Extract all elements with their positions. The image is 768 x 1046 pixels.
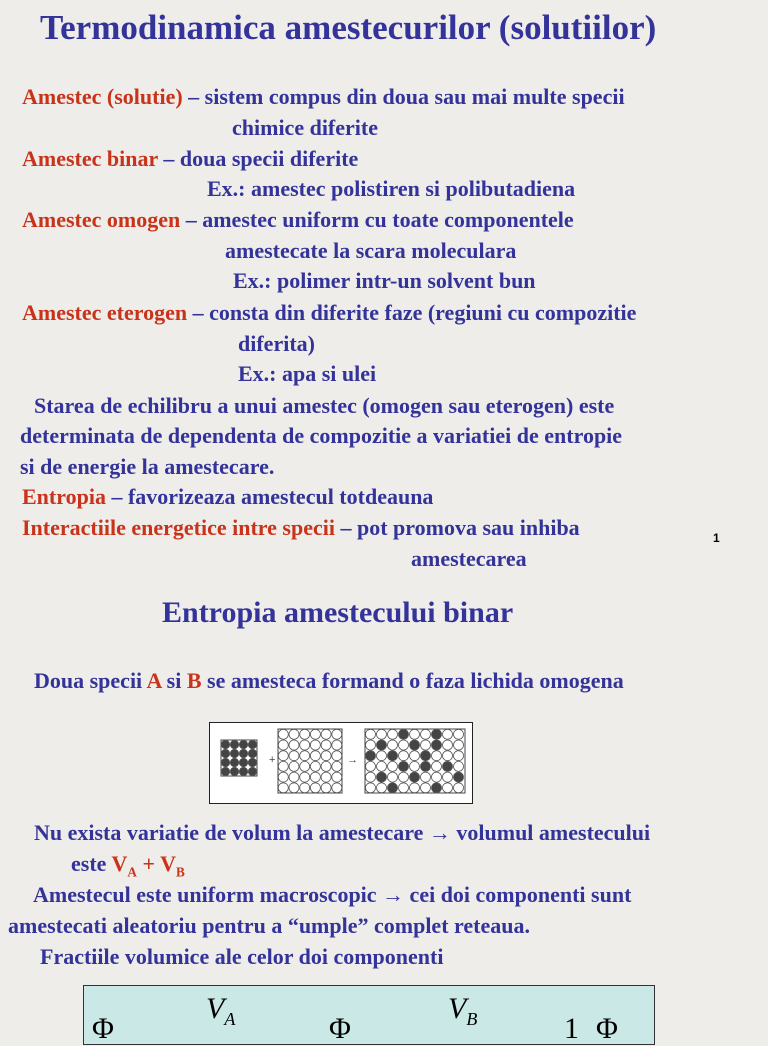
molecule-b xyxy=(332,761,342,771)
molecule-a xyxy=(399,761,409,771)
molecule-b xyxy=(399,751,409,761)
volume-line-2 xyxy=(71,851,185,880)
molecule-b xyxy=(432,761,442,771)
molecule-b xyxy=(366,729,376,739)
equilibrium-line-2: determinata de dependenta de compozitie a variatiei de entropie xyxy=(20,423,623,448)
formula-va: $V_A$ xyxy=(206,992,236,1029)
molecule-a xyxy=(388,751,398,761)
mixing-lattice-figure xyxy=(209,722,473,804)
volume-fraction-formula xyxy=(83,985,655,1045)
molecule-a xyxy=(377,740,387,750)
molecule-b xyxy=(388,729,398,739)
uniform-line-2: amestecati aleatoriu pentru a “umple” complet reteaua. xyxy=(8,913,530,938)
plus-sign: + xyxy=(269,754,276,766)
mixture-molecules xyxy=(366,729,464,793)
term-binary: Amestec binar xyxy=(22,146,158,171)
molecule-b xyxy=(310,783,320,793)
molecule-a xyxy=(230,740,238,748)
molecule-a xyxy=(377,772,387,782)
volume-plus: + xyxy=(136,851,161,876)
molecule-b xyxy=(377,761,387,771)
molecule-b xyxy=(366,740,376,750)
molecule-b xyxy=(454,751,464,761)
molecule-b xyxy=(443,740,453,750)
molecule-b xyxy=(289,783,299,793)
formula-phi-b: Φ xyxy=(329,1012,351,1045)
definition-mixture-text: – sistem compus din doua sau mai multe specii xyxy=(182,84,625,109)
molecule-b xyxy=(310,740,320,750)
molecule-a xyxy=(399,729,409,739)
vb-symbol: V xyxy=(160,851,176,876)
uniform-line-1: Amestecul este uniform macroscopic → cei doi componenti sunt xyxy=(33,882,632,907)
molecule-a xyxy=(432,740,442,750)
molecule-b xyxy=(366,783,376,793)
definition-homogeneous-cont: amestecate la scara moleculara xyxy=(225,238,517,263)
species-b: B xyxy=(186,668,202,693)
mix-line-mid: si xyxy=(161,668,187,693)
molecule-b xyxy=(421,783,431,793)
molecule-b xyxy=(289,729,299,739)
molecule-b xyxy=(321,751,331,761)
molecule-b xyxy=(332,783,342,793)
molecule-b xyxy=(300,761,310,771)
molecule-b xyxy=(421,772,431,782)
molecule-b xyxy=(454,740,464,750)
page-title: Termodinamica amestecurilor (solutiilor) xyxy=(40,8,657,47)
lattice-diagram xyxy=(210,723,471,802)
molecule-a xyxy=(230,749,238,757)
molecule-b xyxy=(421,740,431,750)
example-binary: Ex.: amestec polistiren si polibutadiena xyxy=(207,176,576,201)
vb-subscript: B xyxy=(175,864,185,880)
molecule-b xyxy=(432,751,442,761)
molecule-a xyxy=(248,758,256,766)
definition-heterogeneous-cont: diferita) xyxy=(238,331,315,356)
molecule-a xyxy=(239,758,247,766)
definition-homogeneous-text: – amestec uniform cu toate componentele xyxy=(180,207,574,232)
molecule-a xyxy=(248,767,256,775)
molecule-b xyxy=(321,729,331,739)
molecule-b xyxy=(332,751,342,761)
molecule-b xyxy=(321,772,331,782)
mix-line-post: se amesteca formand o faza lichida omogena xyxy=(201,668,624,693)
molecule-b xyxy=(399,772,409,782)
definition-homogeneous xyxy=(22,207,574,233)
molecule-b xyxy=(366,772,376,782)
molecule-b xyxy=(388,772,398,782)
page-number: 1 xyxy=(713,531,720,545)
interaction-line-text: – pot promova sau inhiba xyxy=(334,515,580,540)
formula-phi-a: Φ xyxy=(92,1012,114,1045)
section-title: Entropia amestecului binar xyxy=(162,596,514,629)
molecule-a xyxy=(239,740,247,748)
molecule-a xyxy=(221,749,229,757)
molecule-b xyxy=(332,772,342,782)
molecule-b xyxy=(300,740,310,750)
molecule-b xyxy=(300,729,310,739)
mix-line-pre: Doua specii xyxy=(34,668,147,693)
example-heterogeneous: Ex.: apa si ulei xyxy=(238,361,377,386)
definition-binary xyxy=(22,146,358,172)
term-heterogeneous: Amestec eterogen xyxy=(22,300,188,325)
definition-heterogeneous-text: – consta din diferite faze (regiuni cu compozitie xyxy=(187,300,637,325)
mix-line xyxy=(34,668,624,694)
volume-line-1: Nu exista variatie de volum la amestecare → volumul amestecului xyxy=(34,820,651,845)
molecule-a xyxy=(443,761,453,771)
molecule-b xyxy=(321,783,331,793)
molecule-b xyxy=(289,761,299,771)
molecule-b xyxy=(399,783,409,793)
molecule-a xyxy=(410,740,420,750)
molecule-a xyxy=(239,749,247,757)
volume-sum xyxy=(111,851,185,880)
molecule-b xyxy=(300,772,310,782)
molecule-b xyxy=(388,740,398,750)
molecule-b xyxy=(377,729,387,739)
molecule-b xyxy=(454,729,464,739)
molecule-b xyxy=(421,729,431,739)
molecule-b xyxy=(332,729,342,739)
term-homogeneous: Amestec omogen xyxy=(22,207,181,232)
molecule-a xyxy=(410,772,420,782)
entropy-line xyxy=(22,484,433,510)
species-b-box xyxy=(278,729,342,793)
example-homogeneous: Ex.: polimer intr-un solvent bun xyxy=(233,268,536,293)
species-a: A xyxy=(146,668,162,693)
molecule-a xyxy=(221,758,229,766)
molecule-a xyxy=(230,767,238,775)
molecule-a xyxy=(432,729,442,739)
molecule-b xyxy=(278,761,288,771)
molecule-b xyxy=(278,751,288,761)
molecule-b xyxy=(332,740,342,750)
molecule-b xyxy=(310,772,320,782)
molecule-b xyxy=(366,761,376,771)
molecule-b xyxy=(278,740,288,750)
molecule-b xyxy=(310,729,320,739)
molecule-b xyxy=(410,783,420,793)
interaction-line-cont: amestecarea xyxy=(411,546,527,571)
molecule-b xyxy=(289,740,299,750)
molecule-b xyxy=(443,751,453,761)
molecule-b xyxy=(310,751,320,761)
definition-mixture-cont: chimice diferite xyxy=(232,115,378,140)
species-a-molecules xyxy=(221,740,256,775)
va-symbol: V xyxy=(111,851,128,876)
species-b-molecules xyxy=(278,729,342,793)
formula-one: 1 xyxy=(564,1012,579,1045)
molecule-a xyxy=(421,751,431,761)
entropy-line-text: – favorizeaza amestecul totdeauna xyxy=(105,484,434,509)
molecule-b xyxy=(410,729,420,739)
molecule-a xyxy=(432,783,442,793)
molecule-a xyxy=(421,761,431,771)
molecule-b xyxy=(278,772,288,782)
molecule-b xyxy=(432,772,442,782)
equilibrium-line-3: si de energie la amestecare. xyxy=(20,454,275,479)
molecule-a xyxy=(366,751,376,761)
equilibrium-line-1: Starea de echilibru a unui amestec (omogen sau eterogen) este xyxy=(34,393,615,418)
molecule-a xyxy=(221,740,229,748)
molecule-b xyxy=(278,783,288,793)
molecule-b xyxy=(377,751,387,761)
molecule-a xyxy=(454,772,464,782)
molecule-b xyxy=(300,751,310,761)
va-subscript: A xyxy=(127,864,137,880)
molecule-b xyxy=(388,761,398,771)
molecule-b xyxy=(289,772,299,782)
volume-line-2-pre: este xyxy=(71,851,112,876)
molecule-a xyxy=(230,758,238,766)
molecule-a xyxy=(221,767,229,775)
molecule-b xyxy=(310,761,320,771)
molecule-a xyxy=(388,783,398,793)
molecule-b xyxy=(289,751,299,761)
molecule-b xyxy=(321,761,331,771)
molecule-b xyxy=(300,783,310,793)
molecule-b xyxy=(377,783,387,793)
formula-vb: $V_B$ xyxy=(448,992,478,1029)
mixing-arrow: → xyxy=(347,754,358,766)
term-entropy: Entropia xyxy=(22,484,106,509)
molecule-b xyxy=(410,751,420,761)
molecule-a xyxy=(239,767,247,775)
definition-binary-text: – doua specii diferite xyxy=(157,146,359,171)
fractions-line: Fractiile volumice ale celor doi componenti xyxy=(40,944,444,969)
formula-phi-c: Φ xyxy=(596,1012,618,1045)
molecule-b xyxy=(443,729,453,739)
term-mixture: Amestec (solutie) xyxy=(22,84,183,109)
molecule-a xyxy=(248,740,256,748)
definition-mixture xyxy=(22,84,625,110)
term-interactions: Interactiile energetice intre specii xyxy=(22,515,335,540)
molecule-a xyxy=(248,749,256,757)
molecule-b xyxy=(321,740,331,750)
molecule-b xyxy=(410,761,420,771)
molecule-b xyxy=(443,783,453,793)
molecule-b xyxy=(443,772,453,782)
molecule-b xyxy=(454,761,464,771)
definition-heterogeneous xyxy=(22,300,636,326)
interaction-line xyxy=(22,515,580,541)
molecule-b xyxy=(454,783,464,793)
molecule-b xyxy=(278,729,288,739)
molecule-b xyxy=(399,740,409,750)
